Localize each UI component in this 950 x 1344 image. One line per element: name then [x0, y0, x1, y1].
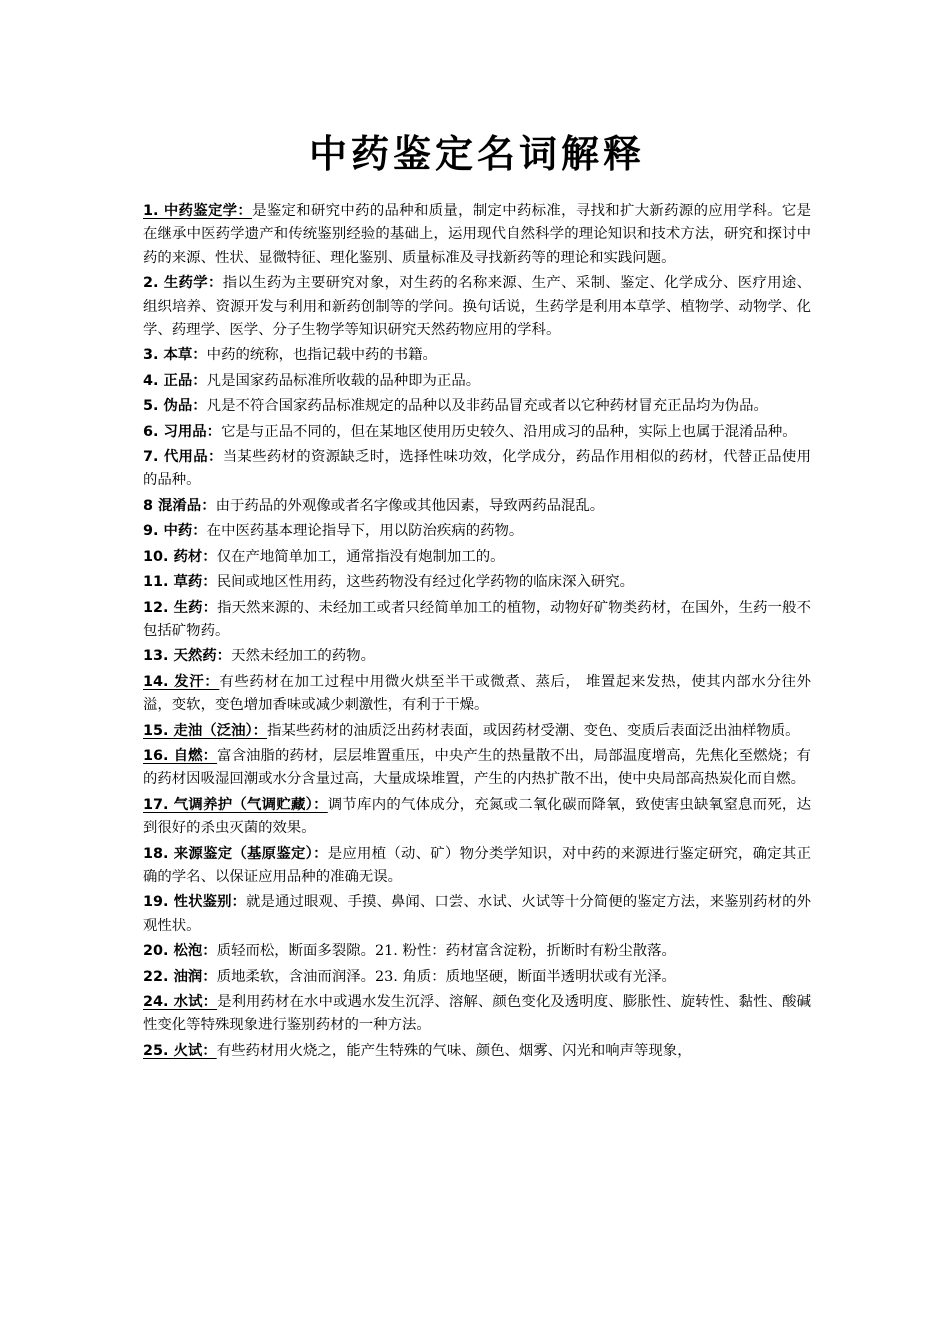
glossary-term: 15. 走油（泛油）： — [143, 722, 268, 739]
glossary-entry — [143, 843, 811, 890]
glossary-entry — [143, 520, 811, 543]
glossary-term: 13. 天然药： — [143, 648, 232, 665]
glossary-entry — [143, 645, 811, 668]
glossary-definition: 是鉴定和研究中药的品种和质量，制定中药标准，寻找和扩大新药源的应用学科。它是在继承中医药学遗产和传统鉴别经验的基础上，运用现代自然科学的理论知识和技术方法，研究和探讨中药的来源、性状、显微特征、理化鉴别、质量标准及寻找新药等的理论和实践问题。 — [143, 203, 811, 266]
glossary-term: 1. 中药鉴定学： — [143, 203, 253, 219]
glossary-term: 20. 松泡： — [143, 943, 217, 960]
glossary-entry — [143, 272, 811, 342]
glossary-definition: 在中医药基本理论指导下，用以防治疾病的药物。 — [206, 523, 524, 540]
glossary-definition: 凡是不符合国家药品标准规定的品种以及非药品冒充或者以它种药材冒充正品均为伪品。 — [206, 398, 768, 415]
glossary-entry — [143, 991, 811, 1038]
document-page — [143, 128, 811, 1065]
glossary-term: 12. 生药： — [143, 599, 218, 616]
glossary-definition: 是应用植（动、矿）物分类学知识，对中药的来源进行鉴定研究，确定其正确的学名、以保证应用品种的准确无误。 — [143, 845, 811, 885]
glossary-definition: 民间或地区性用药，这些药物没有经过化学药物的临床深入研究。 — [216, 574, 635, 591]
glossary-term: 14. 发汗： — [143, 673, 220, 690]
glossary-entry — [143, 720, 811, 743]
glossary-term: 19. 性状鉴别： — [143, 894, 247, 911]
glossary-definition: 仅在产地简单加工，通常指没有炮制加工的。 — [216, 548, 505, 565]
glossary-entry — [143, 940, 811, 963]
glossary-definition: 调节库内的气体成分，充氮或二氧化碳而降氧，致使害虫缺氧窒息而死，达到很好的杀虫灭菌的效果。 — [143, 796, 811, 837]
glossary-term: 6. 习用品： — [143, 423, 222, 440]
glossary-term: 7. 代用品： — [143, 449, 223, 466]
glossary-definition: 质轻而松，断面多裂隙。21. 粉性：药材富含淀粉，折断时有粉尘散落。 — [216, 943, 676, 960]
glossary-definition: 有些药材在加工过程中用微火烘至半干或微煮、蒸后， 堆置起来发热，使其内部水分往外溢，变软，变色增加香味或减少刺激性，有利于干燥。 — [143, 673, 811, 714]
glossary-entry — [143, 495, 811, 518]
glossary-definition: 它是与正品不同的，但在某地区使用历史较久、沿用成习的品种，实际上也属于混淆品种。 — [221, 423, 797, 440]
glossary-definition: 由于药品的外观像或者名字像或其他因素，导致两药品混乱。 — [215, 497, 605, 514]
glossary-term: 2. 生药学： — [143, 275, 223, 292]
glossary-entry — [143, 745, 811, 792]
glossary-term: 18. 来源鉴定（基原鉴定）： — [143, 845, 328, 862]
glossary-entry — [143, 546, 811, 569]
glossary-term: 22. 油润： — [143, 968, 217, 985]
glossary-entry — [143, 395, 811, 418]
glossary-entry — [143, 966, 811, 989]
glossary-entry — [143, 891, 811, 938]
glossary-definition: 当某些药材的资源缺乏时，选择性味功效，化学成分，药品作用相似的药材，代替正品使用的品种。 — [143, 449, 811, 489]
glossary-entry — [143, 446, 811, 493]
glossary-definition: 就是通过眼观、手摸、鼻闻、口尝、水试、火试等十分简便的鉴定方法，来鉴别药材的外观性状。 — [143, 894, 811, 934]
glossary-entry — [143, 597, 811, 644]
glossary-term: 24. 水试： — [143, 994, 218, 1010]
glossary-entry — [143, 344, 811, 367]
glossary-entry — [143, 370, 811, 393]
glossary-term: 17. 气调养护（气调贮藏）： — [143, 796, 328, 813]
glossary-definition: 指天然来源的、未经加工或者只经简单加工的植物，动物好矿物类药材，在国外，生药一般不包括矿物药。 — [143, 599, 811, 639]
glossary-entry — [143, 671, 811, 718]
glossary-entry — [143, 200, 811, 270]
glossary-definition: 富含油脂的药材，层层堆置重压，中央产生的热量散不出，局部温度增高，先焦化至燃烧；有的药材因吸湿回潮或水分含量过高，大量成垛堆置，产生的内热扩散不出，使中央局部高热炭化而自燃。 — [143, 747, 811, 788]
glossary-entry — [143, 421, 811, 444]
glossary-definition: 凡是国家药品标准所收载的品种即为正品。 — [206, 372, 481, 389]
glossary-definition: 指以生药为主要研究对象，对生药的名称来源、生产、采制、鉴定、化学成分、医疗用途、组织培养、资源开发与利用和新药创制等的学问。换句话说，生药学是利用本草学、植物学、动物学、化学、药理学、医学、分子生物学等知识研究天然药物应用的学科。 — [143, 275, 811, 339]
glossary-term: 25. 火试： — [143, 1042, 217, 1059]
glossary-definition: 是利用药材在水中或遇水发生沉浮、溶解、颜色变化及透明度、膨胀性、旋转性、黏性、酸碱性变化等特殊现象进行鉴别药材的一种方法。 — [143, 994, 811, 1034]
glossary-term: 5. 伪品： — [143, 398, 207, 415]
glossary-definition: 质地柔软，含油而润泽。23. 角质：质地坚硬，断面半透明状或有光泽。 — [216, 968, 676, 985]
glossary-list — [143, 200, 811, 1063]
glossary-definition: 指某些药材的油质泛出药材表面，或因药材受潮、变色、变质后表面泛出油样物质。 — [267, 722, 800, 739]
glossary-definition: 有些药材用火烧之，能产生特殊的气味、颜色、烟雾、闪光和响声等现象， — [216, 1042, 692, 1059]
glossary-definition: 天然未经加工的药物。 — [231, 648, 375, 665]
glossary-entry — [143, 1040, 811, 1063]
glossary-definition: 中药的统称，也指记载中药的书籍。 — [206, 347, 437, 364]
glossary-term: 4. 正品： — [143, 372, 207, 389]
glossary-term: 9. 中药： — [143, 523, 207, 540]
glossary-term: 8 混淆品： — [143, 497, 216, 514]
glossary-term: 11. 草药： — [143, 574, 217, 591]
glossary-term: 10. 药材： — [143, 548, 217, 565]
glossary-entry — [143, 794, 811, 841]
page-title: 中药鉴定名词解释 — [308, 132, 645, 176]
glossary-term: 16. 自燃： — [143, 747, 218, 764]
glossary-entry — [143, 571, 811, 594]
glossary-term: 3. 本草： — [143, 347, 207, 364]
